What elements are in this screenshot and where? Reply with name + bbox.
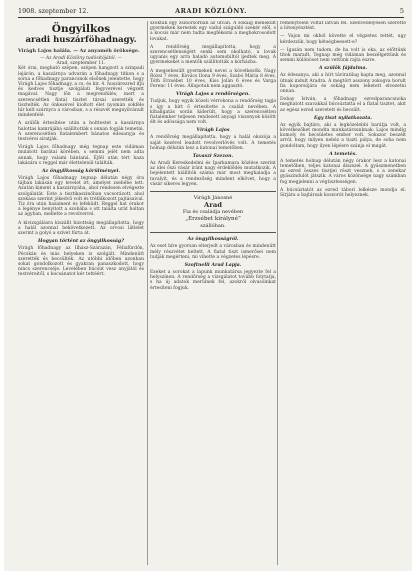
paragraph: reménytelen voltát látván fel. Szenvedélyesen szerette a lótenyésztést. [280,21,406,32]
column-separator [277,21,278,565]
column-3 [280,21,406,567]
article-byline: — Az Aradi Közlöny tudósítójától. — [39,56,123,61]
paragraph: A kivizsgálásra kiszállt bizottság megállapította, hogy a halál azonnal bekövetkezett. Az orvosi látlelet szerint a golyó a szívet fúrta át. [18,220,144,237]
paragraph: A rendőrség megállapította, hogy a szerencsétlenségért senki sem okolható, a lovak ugyanis egy arra haladó automobiltól ijedtek meg. A gyermekeket a mentők szállították a kórházba. [150,44,276,66]
ad-line: „Erzsébet királyné” [185,215,241,222]
newspaper-page [4,0,412,571]
header-date: 1908. szeptember 12. [18,7,89,15]
paragraph: A búcsúztatót az ezred tábori lelkésze mondja el. Sírjára a bajtársak koszorút helyeznek. [280,187,406,199]
ad-line: Virágh Jánosné [193,195,233,202]
column-2 [150,21,276,567]
paragraph: szoktak egy zsinórsorban az utcán. A sokáig menekült gyermekek kerestek egy vadul száguldó szekér elől, s a kocsis már nem tudta megfékezni a megbokrosodott lovakat. [150,21,276,42]
article-subheading: Virágh Lajos halála. — Az anyaméh öröksége. [18,48,140,54]
paragraph: Az eset híre gyorsan elterjedt a városban és mindenütt mély részvétet keltett. A fiatal tiszt ismerősei nem tudják megérteni, mi vihette a végzetes lépésre. [150,244,276,260]
paragraph: Virágh Lajos főhadnagy tegnap délután négy óra tájban lakásán egy levelet irt, amelyet zsebébe tett. Azután kiment a kaszárnyába, ahol rendesen elvégezte szolgálatát. Este a tisztikaszinóban vacsorázott, ahol szokása szerint jókedvű volt és tréfálkozott pajtásaival. Tíz óra után hazament és lefeküdt. Reggel hat órakor a legénye benyitott a szobába s ott találta urát holtan az ágyban, mellette a revolverrel. [18,176,144,218]
header-page-number: 5 [399,7,404,15]
section-heading: Hogyan történt az öngyilkosság? [38,239,124,245]
page-header [18,5,404,17]
advertisement-box [150,191,276,233]
section-heading: Egy tiszt nyilatkozata. [313,115,373,121]
ad-line: Fia és családja nevében [182,209,244,216]
paragraph: — Vajon mi okból követte el végzetes tettét, ugy kérdezzük, hogy kétségbeesett-e? [280,34,406,45]
paragraph: Az édesanya, aki a hírt táviratilag kapta meg, azonnal útnak indult Aradra. A megtört asszony zokogva borult fia koporsójára és sokáig nem lehetett elvezetni onnan. [280,73,406,95]
paragraph: Az Aradi Kereskedelmi és Iparkamara közlése szerint az idei őszi vásár iránt nagy érdeklődés mutatkozik. A bejelentett kiállítók száma már most meghaladja a tavalyit, és a rendezőség mindent elkövet, hogy a vásár sikeres legyen. [150,161,276,187]
paragraph: Ezeket a sorokat a lapunk munkatársa jegyezte fel a helyszínen. A rendőrség a vizsgálatot tovább folytatja, s ha új adatok merülnek fel, azokról olvasóinkat értesíteni fogjuk. [150,269,276,291]
section-heading: Az öngyilkosságról. [187,237,239,243]
paragraph: Virágh Lajos főhadnagy még tegnap este vidáman mulatott barátai körében, s semmi jelét nem adta annak, hogy valami bántaná. Éjfél után tért haza lakására s reggel már élettelenül találták. [18,145,144,166]
ad-line: szállóban. [200,222,226,229]
paragraph: A szülők értesítése után a holttestet a kaszárnya halottas kamrájába szállították s onnan fogják temetni. A szerencsétlen fiatalembert bánatos édesanyja és testvérei siratják. [18,121,144,143]
paragraph: Két órai, megható szépen, szépen hangzott a szinpadi lejárón, a kaszárnya udvarán a főhadnagy titkon s a sorsa a főhadnagy parancsnok elsőnek jelentette, hogy Virágh Lajos főhadnagy, a cs. és kir. 4. huszárezred ifjú és kedves tisztje szolgálati fegyverével végzett magával. Nagy lőn a megrendülés, mert a szerencsétlen fiatal tisztet társai szerették és tisztelték. Az önkezével kioltott élet nyomán sokféle hír kelt szárnyra a városban, s a részvét megnyilvánult mindenfelé. [18,66,144,119]
section-heading: Virágh Lajos a rendőrségen. [176,92,250,98]
column-1 [18,21,144,567]
paragraph: A temetés holnap délután négy órakor lesz a katonai temetőben, teljes katonai díszszel. A gyászmenetben az ezred összes tisztjei részt vesznek, s a zenekar gyászindulót játszik. A város közönsége nagy számban fog megjelenni a végtisztességen. [280,158,406,185]
paragraph: Az egyik bajtárs, aki a legközelebbi barátja volt, a következőket mondta munkatársunknak: Lajos mindig komoly és becsületes ember volt. Sokszor beszélt arról, hogy milyen nehéz a tiszti pálya, de soha nem gondoltam, hogy ilyen lépésre szánja el magát. [280,122,406,149]
paragraph: A megsebesült gyermekek nevei a következők: Nagy Rózsi 7 éves, Kovács Ilona 9 éves, Szabó Mária 8 éves, Tóth Erzsébet 10 éves, Kiss Jolán 6 éves és Varga Ferenc 11 éves. Állapotuk nem aggasztó. [150,68,276,90]
header-newspaper-name: ARADI KÖZLÖNY. [175,7,247,15]
section-heading: A temetés. [329,151,357,157]
article-headline-line2: aradi huszárföhadnagy. [25,35,137,45]
section-heading: Szoftnelli Arad Lapja. [184,262,242,268]
section-heading: A szülők fájdalma. [318,66,368,72]
paragraph: A rendőrség megállapította, hogy a halál okozója a saját kezével leadott revolverlövés volt. A temetés holnap délután lesz a katonai temetőben. [150,135,276,151]
paragraph: Dobay István, a főhadnagy ezredparancsnoka meghatott szavakkal búcsúztatta el a fiatal tisztet, akit az egész ezred szeretett és becsült. [280,97,406,113]
article-headline: Öngyilkos [51,23,111,35]
column-separator [147,21,148,565]
paragraph: Tudjuk, hogy egyik közeli vérrokona a rendőrség tagja s így a hírt ő értesítette a család nevében. A kihallgatás során kiderült, hogy a szerencsétlen fiatalember teljesen rendezett anyagi viszonyok között élt és adóssága nem volt. [150,99,276,126]
paragraph: Virágh főhadnagy az Ilhász-Szárazán, Félixfürdőn, Pécskán és más helyeken is szolgált. Mindenütt szerették és becsülték. Az utóbbi időben azonban sokat gondolkozott és gyakran panaszkodott, hogy nincs szerencséje. Levelében búcsút vesz anyjától és testvéreitől, s bocsánatot kér tettéért. [18,246,144,278]
header-rule [18,17,404,18]
section-heading: Tavaszi Szezon. [192,154,234,160]
section-heading: Az öngyilkosság körülményei. [41,169,121,175]
paragraph: — Igazán nem tudom, de ha volt is oka, az előttünk titok maradt. Tegnap még vidáman beszélgettünk és semmi különöset nem vettünk rajta észre. [280,47,406,64]
section-heading: Virágh Lajos [196,128,230,134]
ad-line: Arad [203,201,222,210]
article-dateline: Arad, szeptember 11. [56,61,106,67]
